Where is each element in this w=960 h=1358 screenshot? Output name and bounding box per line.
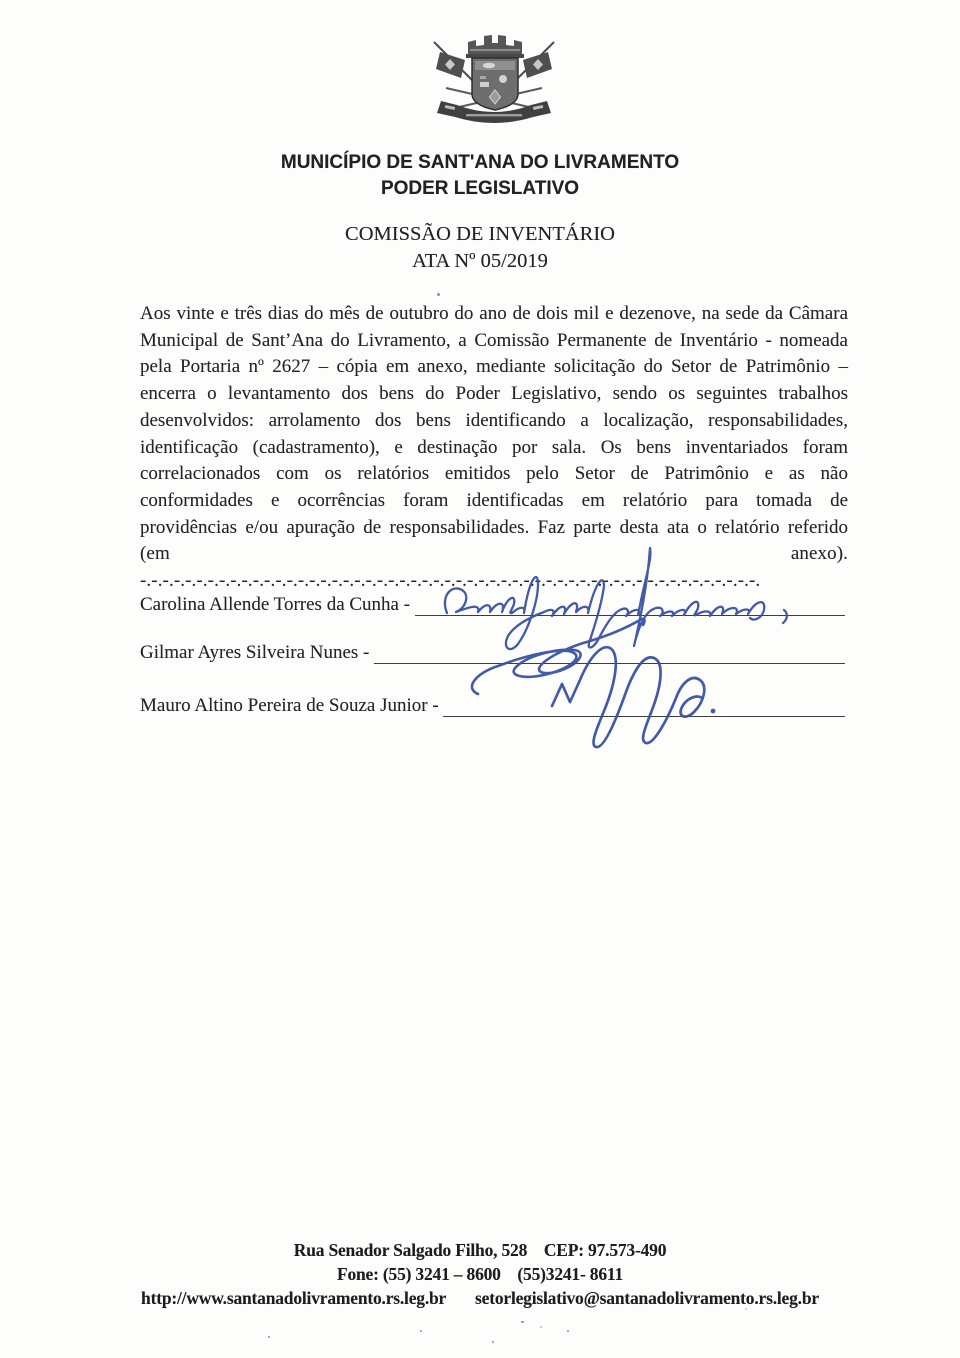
footer-phones: Fone: (55) 3241 – 8600 (55)3241- 8611 bbox=[336, 1264, 624, 1284]
signature-line bbox=[415, 589, 845, 616]
paragraph-line: providências e/ou apuração de responsabilidades. Faz parte desta ata o relatório referido bbox=[140, 516, 848, 538]
scan-speck bbox=[420, 1330, 422, 1332]
org-name: MUNICÍPIO DE SANT'ANA DO LIVRAMENTO bbox=[280, 152, 680, 173]
signature-row bbox=[140, 592, 845, 618]
scan-speck bbox=[521, 1321, 524, 1323]
footer-address: Rua Senador Salgado Filho, 528 CEP: 97.573-490 bbox=[293, 1240, 667, 1260]
paragraph-line: identificação (cadastramento), e destinação por sala. Os bens inventariados foram bbox=[140, 436, 848, 458]
paragraph-line: correlacionados com os relatórios emitidos pelo Setor de Patrimônio e as não bbox=[140, 463, 848, 485]
signature-row bbox=[140, 640, 845, 666]
signer-name: Mauro Altino Pereira de Souza Junior - bbox=[140, 695, 444, 716]
scan-speck bbox=[268, 1336, 270, 1338]
paragraph-line: desenvolvidos: arrolamento dos bens identificando a localização, responsabilidades, bbox=[140, 409, 848, 431]
paragraph-line: (em anexo). -.-.-.-.-.-.-.-.-.-.-.-.-.-.-.-.-.-.-.-.-.-.-.-.-.-.-.-.-.-.-.-.-.-.-.-.-.-.-.-.-.-.-.-.-.-.-.-.-.-.-.-.-.-.-. bbox=[140, 543, 848, 592]
paragraph-line: Aos vinte e três dias do mês de outubro do ano de dois mil e dezenove, na sede da Câmara bbox=[140, 303, 848, 324]
coat-of-arms-icon bbox=[428, 26, 560, 128]
paragraph-line: Municipal de Sant’Ana do Livramento, a Comissão Permanente de Inventário - nomeada bbox=[140, 329, 848, 351]
doc-title: COMISSÃO DE INVENTÁRIO bbox=[345, 223, 615, 245]
footer-web-email: http://www.santanadolivramento.rs.leg.br setorlegislativo@santanadolivramento.rs.leg.br bbox=[141, 1288, 819, 1308]
signer-name: Carolina Allende Torres da Cunha - bbox=[140, 594, 415, 615]
footer bbox=[0, 1238, 960, 1310]
scan-speck bbox=[492, 1341, 494, 1343]
scan-speck bbox=[745, 1308, 747, 1310]
body-paragraph bbox=[140, 301, 848, 595]
org-title-block bbox=[0, 150, 960, 202]
signature-line bbox=[443, 690, 845, 717]
doc-number: ATA Nº 05/2019 bbox=[412, 250, 548, 272]
scan-speck bbox=[567, 1330, 569, 1332]
paragraph-line: pela Portaria nº 2627 – cópia em anexo, mediante solicitação do Setor de Patrimônio – bbox=[140, 356, 848, 378]
signature-line bbox=[374, 637, 845, 664]
doc-title-block bbox=[0, 221, 960, 275]
paragraph-line: conformidades e ocorrências foram identificadas em relatório para tomada de bbox=[140, 489, 848, 511]
signer-name: Gilmar Ayres Silveira Nunes - bbox=[140, 642, 375, 663]
signature-row bbox=[140, 693, 845, 719]
scan-speck bbox=[437, 293, 440, 296]
paragraph-line: encerra o levantamento dos bens do Poder Legislativo, sendo os seguintes trabalhos bbox=[140, 383, 848, 405]
scan-speck bbox=[540, 1326, 542, 1328]
org-branch: PODER LEGISLATIVO bbox=[380, 178, 580, 199]
